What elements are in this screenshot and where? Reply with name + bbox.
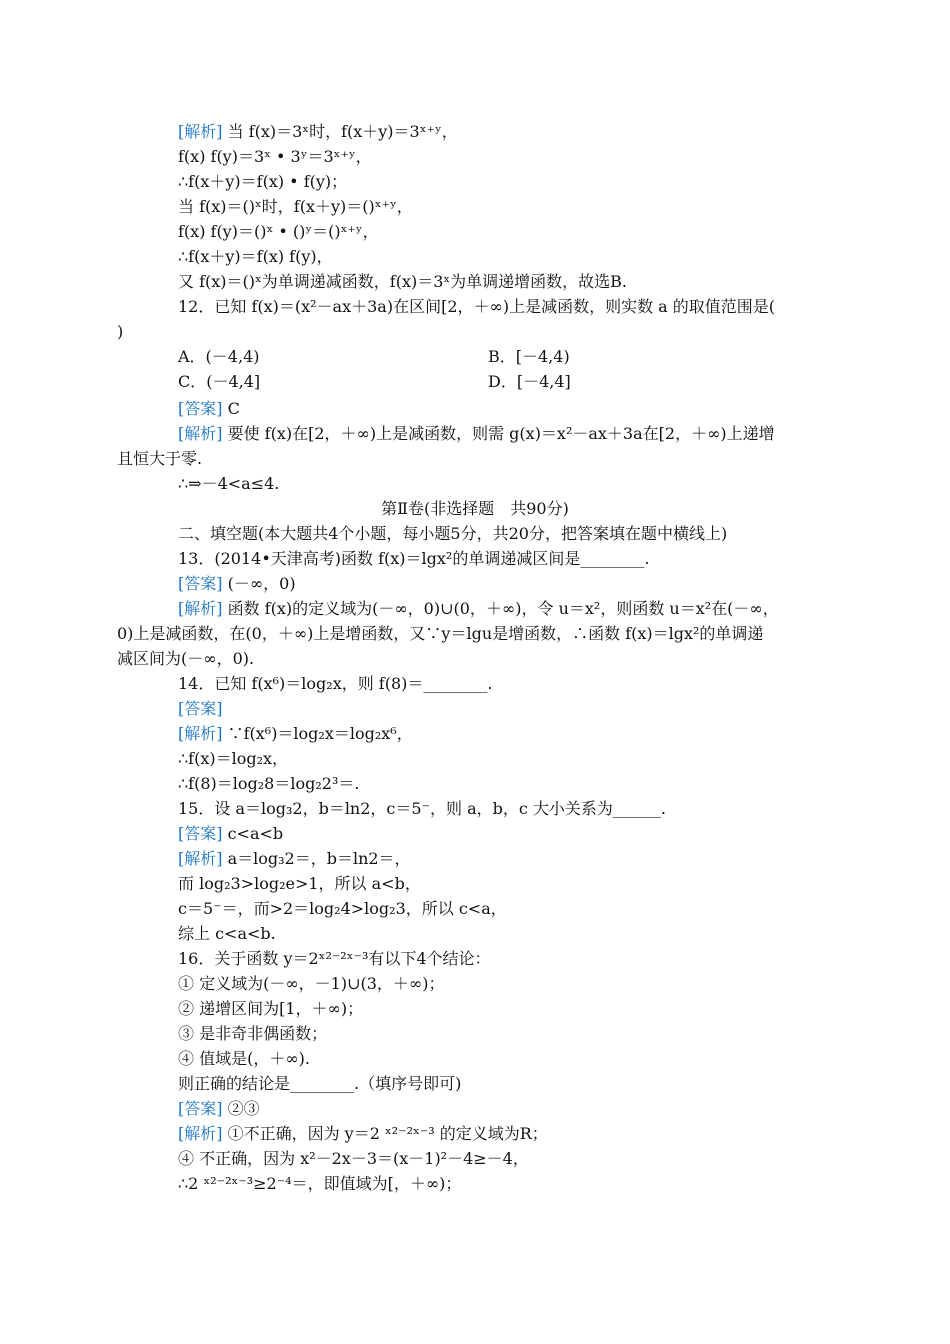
question-12: 12．已知 f(x)＝(x²－ax＋3a)在区间[2，＋∞)上是减函数，则实数 a 的取值范围是( [178,297,776,316]
text-line: 综上 c<a<b. [178,924,276,943]
text-line [178,697,223,721]
text-line: [解析] 要使 f(x)在[2，＋∞)上是减函数，则需 g(x)＝x²－ax＋3a在[2，＋∞)上递增 [178,424,775,443]
answer-label: [答案] [178,1099,223,1118]
text-line: [答案] (－∞，0) [178,574,296,593]
text-line: 0)上是减函数，在(0，＋∞)上是增函数，又∵y＝lgu是增函数，∴函数 f(x)＝lgx²的单调递 [117,624,764,643]
text-line: [解析] ∵f(x⁶)＝log₂x＝log₂x⁶， [178,724,413,743]
analysis-label: [解析] [178,122,223,141]
analysis-label: [解析] [178,724,223,743]
text-line: ∴f(8)＝log₂8＝log₂2³＝. [178,774,360,793]
option-a: A．(－4,4) [178,347,260,366]
text-line: ∴f(x＋y)＝f(x) • f(y)； [178,172,348,191]
text-line: [答案] c<a<b [178,824,284,843]
text-line: ∴2 ˣ²⁻²ˣ⁻³≥2⁻⁴＝，即值域为[，＋∞)； [178,1174,462,1193]
question-16: 16．关于函数 y＝2ˣ²⁻²ˣ⁻³有以下4个结论： [178,949,491,968]
list-item: ③ 是非奇非偶函数； [178,1024,328,1043]
analysis-label: [解析] [178,424,223,443]
text-line: [解析] 函数 f(x)的定义域为(－∞，0)∪(0，＋∞)，令 u＝x²，则函数 u＝x²在(－∞， [178,599,779,618]
analysis-label: [解析] [178,599,223,618]
text-line: 而 log₂3>log₂e>1，所以 a<b， [178,874,421,893]
text-line: f(x) f(y)＝()ˣ • ()ʸ＝()ˣ⁺ʸ， [178,222,379,241]
text-line: c＝5⁻＝，而>2＝log₂4>log₂3，所以 c<a， [178,899,507,918]
option-d: D．[－4,4] [488,372,571,391]
list-item: ④ 值域是(，＋∞). [178,1049,310,1068]
text-line: 又 f(x)＝()ˣ为单调递减函数，f(x)＝3ˣ为单调递增函数，故选B. [178,272,628,291]
list-item: ② 递增区间为[1，＋∞)； [178,999,364,1018]
text-line: ∴f(x＋y)＝f(x) f(y)， [178,247,333,266]
text-line: [解析] 当 f(x)＝3ˣ时，f(x＋y)＝3ˣ⁺ʸ， [178,122,458,141]
text-line: 且恒大于零. [117,449,203,468]
text-line: ∴⇒－4<a≤4. [178,474,280,493]
option-c: C．(－4,4] [178,372,261,391]
text-line: ) [117,322,124,341]
analysis-label: [解析] [178,1124,223,1143]
question-14: 14．已知 f(x⁶)＝log₂x，则 f(8)＝________. [178,674,493,693]
section-instructions: 二、填空题(本大题共4个小题，每小题5分，共20分，把答案填在题中横线上) [178,524,728,543]
text-line: [答案] ②③ [178,1099,260,1118]
option-b: B．[－4,4) [488,347,570,366]
text-line: ∴f(x)＝log₂x， [178,749,289,768]
answer-label: [答案] [178,574,223,593]
answer-label: [答案] [178,399,223,418]
section-heading: 第Ⅱ卷(非选择题 共90分) [381,499,569,518]
text-line: [解析] a＝log₃2＝，b＝ln2＝， [178,849,411,868]
question-15: 15．设 a＝log₃2，b＝ln2，c＝5⁻，则 a，b，c 大小关系为______. [178,799,667,818]
list-item: ① 定义域为(－∞，－1)∪(3，＋∞)； [178,974,445,993]
text-line: [答案] C [178,399,240,418]
text-line: [解析] ①不正确，因为 y＝2 ˣ²⁻²ˣ⁻³ 的定义域为R； [178,1124,548,1143]
question-13: 13．(2014•天津高考)函数 f(x)＝lgx²的单调递减区间是________. [178,549,650,568]
analysis-label: [解析] [178,849,223,868]
answer-label: [答案] [178,824,223,843]
text-line: 减区间为(－∞，0). [117,649,255,668]
text-line: ④ 不正确，因为 x²－2x－3＝(x－1)²－4≥－4， [178,1149,529,1168]
text-line: 则正确的结论是________.（填序号即可) [178,1074,462,1093]
text-line: f(x) f(y)＝3ˣ • 3ʸ＝3ˣ⁺ʸ， [178,147,372,166]
text-line: 当 f(x)＝()ˣ时，f(x＋y)＝()ˣ⁺ʸ， [178,197,413,216]
answer-label: [答案] [178,699,223,718]
